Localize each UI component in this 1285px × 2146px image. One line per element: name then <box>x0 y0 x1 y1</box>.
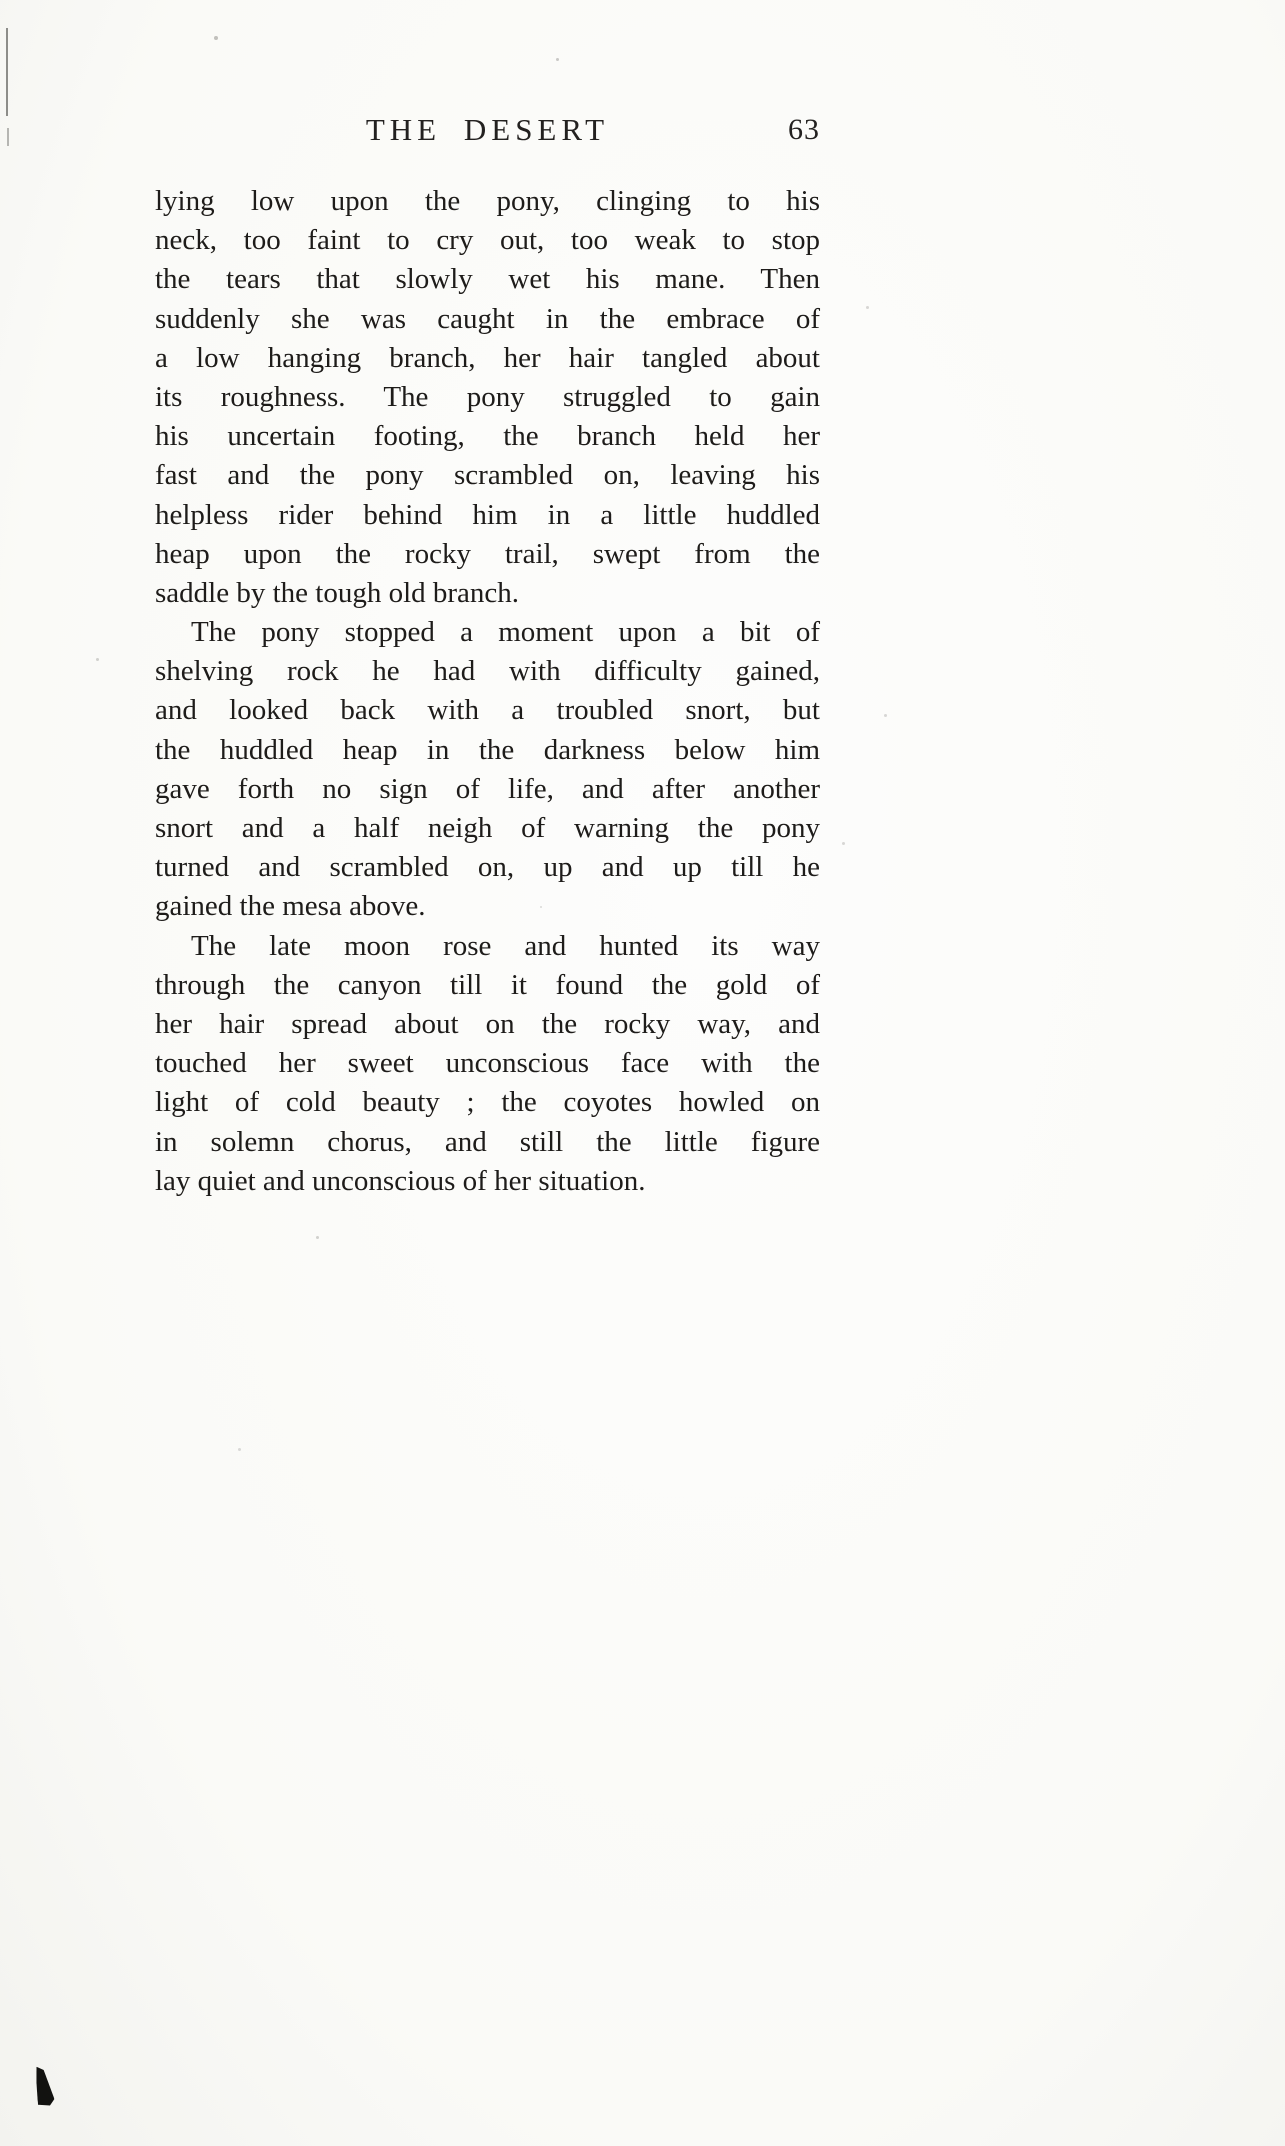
page-number: 63 <box>788 113 820 146</box>
page-content <box>155 112 820 1201</box>
scan-artifact-edge-line <box>6 28 8 116</box>
text-line: gave forth no sign of life, and after another <box>155 772 820 805</box>
scan-speck <box>96 658 99 661</box>
text-line: shelving rock he had with difficulty gained, <box>155 655 820 688</box>
text-line: The late moon rose and hunted its way <box>191 929 820 962</box>
scan-speck <box>842 842 845 845</box>
text-line: saddle by the tough old branch. <box>155 576 520 609</box>
text-line: her hair spread about on the rocky way, and <box>155 1007 820 1040</box>
text-line: the tears that slowly wet his mane. Then <box>155 263 820 296</box>
scan-speck <box>214 36 218 40</box>
text-line: heap upon the rocky trail, swept from the <box>155 537 820 570</box>
scan-speck <box>238 1448 241 1451</box>
text-line: turned and scrambled on, up and up till he <box>155 851 820 884</box>
chapter-title: THE DESERT <box>365 112 610 147</box>
text-line: gained the mesa above. <box>155 890 426 923</box>
text-line: neck, too faint to cry out, too weak to stop <box>155 224 820 257</box>
text-line: suddenly she was caught in the embrace of <box>155 302 820 335</box>
text-line: in solemn chorus, and still the little figure <box>155 1125 820 1158</box>
scan-speck <box>316 1236 319 1239</box>
paragraph <box>155 182 820 613</box>
scan-speck <box>556 58 559 61</box>
scan-speck <box>884 714 887 717</box>
text-line: fast and the pony scrambled on, leaving his <box>155 459 820 492</box>
paragraph <box>155 613 820 927</box>
text-line: lay quiet and unconscious of her situation. <box>155 1164 646 1197</box>
text-line: its roughness. The pony struggled to gain <box>155 380 820 413</box>
text-line: helpless rider behind him in a little huddled <box>155 498 820 531</box>
scan-speck <box>866 306 869 309</box>
paragraph <box>155 927 820 1201</box>
scan-artifact-ink-blot <box>34 2065 55 2107</box>
text-line: snort and a half neigh of warning the pony <box>155 812 820 844</box>
text-line: The pony stopped a moment upon a bit of <box>191 616 820 649</box>
scan-artifact-edge-line <box>7 128 9 146</box>
running-head <box>155 112 820 158</box>
text-line: his uncertain footing, the branch held her <box>155 420 820 453</box>
body-text <box>155 182 820 1201</box>
text-line: a low hanging branch, her hair tangled about <box>155 341 820 374</box>
text-line: through the canyon till it found the gold of <box>155 968 820 1001</box>
text-line: light of cold beauty ; the coyotes howled on <box>155 1086 820 1119</box>
text-line: and looked back with a troubled snort, but <box>155 694 820 727</box>
text-line: lying low upon the pony, clinging to his <box>155 185 820 217</box>
text-line: the huddled heap in the darkness below him <box>155 733 820 766</box>
text-line: touched her sweet unconscious face with the <box>155 1047 820 1080</box>
